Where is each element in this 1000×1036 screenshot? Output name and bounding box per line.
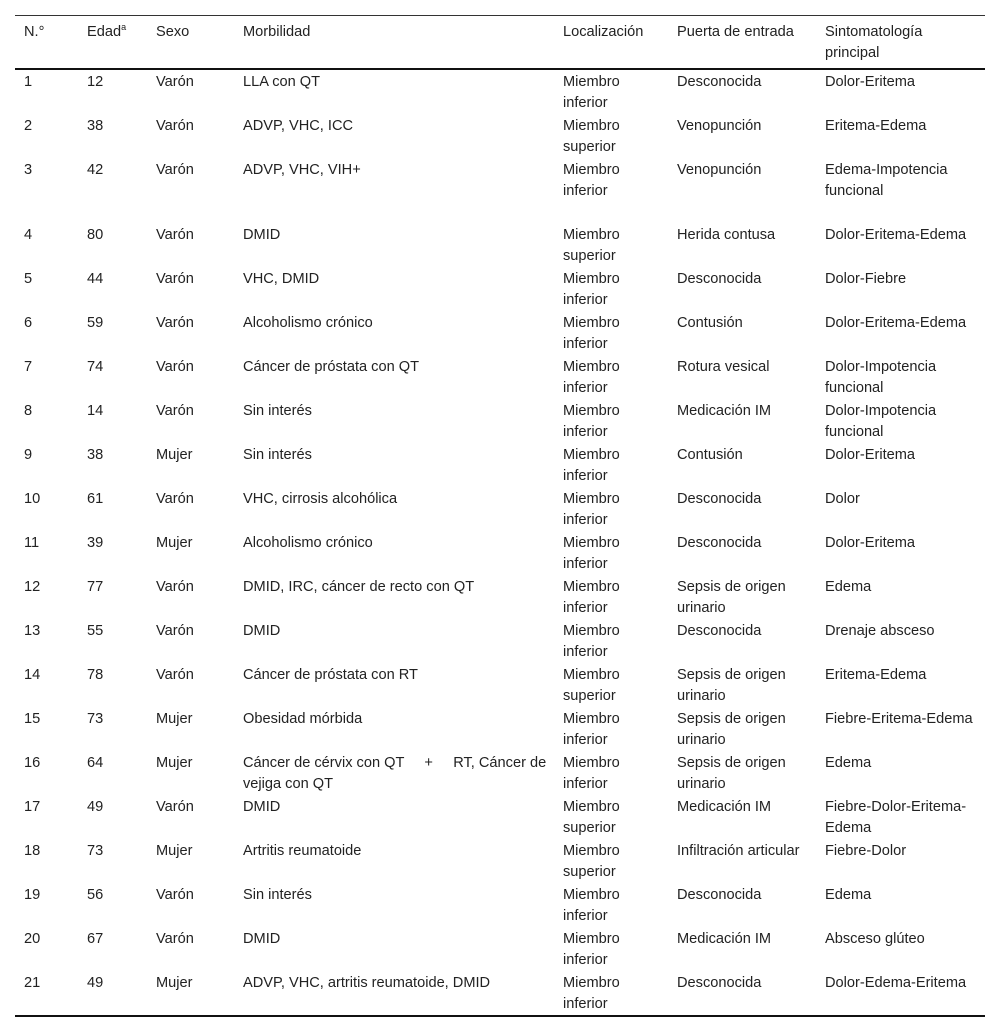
- cell-puerta: Contusión: [677, 315, 743, 331]
- footnote-marker: a: [121, 22, 127, 33]
- cell-localizacion: Miembro inferior: [563, 271, 620, 308]
- cell-sexo: Mujer: [156, 843, 193, 859]
- table-row: [15, 575, 985, 619]
- cell-localizacion: Miembro inferior: [563, 74, 620, 111]
- cell-morbilidad: Alcoholismo crónico: [243, 315, 373, 331]
- cell-localizacion: Miembro inferior: [563, 931, 620, 968]
- cell-morbilidad: Alcoholismo crónico: [243, 535, 373, 551]
- cell-sexo: Varón: [156, 315, 194, 331]
- table-row: [15, 69, 985, 114]
- cell-localizacion: Miembro inferior: [563, 975, 620, 1012]
- cell-puerta: Medicación IM: [677, 403, 772, 419]
- cell-puerta: Desconocida: [677, 623, 762, 639]
- cell-sexo: Varón: [156, 931, 194, 947]
- header-morbilidad: Morbilidad: [243, 24, 311, 40]
- table-row: [15, 751, 985, 795]
- cell-localizacion: Miembro superior: [563, 843, 620, 880]
- cell-morbilidad: Obesidad mórbida: [243, 711, 363, 727]
- cell-localizacion: Miembro inferior: [563, 887, 620, 924]
- cell-puerta: Desconocida: [677, 887, 762, 903]
- cell-localizacion: Miembro inferior: [563, 535, 620, 572]
- cell-puerta: Venopunción: [677, 118, 762, 134]
- cell-sexo: Mujer: [156, 447, 193, 463]
- cell-num: 11: [24, 535, 40, 551]
- cell-morbilidad: DMID: [243, 799, 281, 815]
- cell-num: 16: [24, 755, 41, 771]
- cell-morbilidad: VHC, cirrosis alcohólica: [243, 491, 398, 507]
- table-row: [15, 663, 985, 707]
- header-localizacion: Localización: [563, 24, 644, 40]
- cell-num: 7: [24, 359, 33, 375]
- cell-morbilidad: ADVP, VHC, VIH+: [243, 162, 361, 178]
- cell-localizacion: Miembro superior: [563, 667, 620, 704]
- cell-morbilidad: LLA con QT: [243, 74, 321, 90]
- header-num: N.°: [24, 24, 45, 40]
- table-container: [15, 15, 985, 1017]
- header-edad-label: Edad: [87, 24, 122, 40]
- cell-sexo: Mujer: [156, 755, 193, 771]
- cell-sintomatologia: Dolor-Eritema-Edema: [825, 315, 967, 331]
- cell-edad: 78: [87, 667, 104, 683]
- table-body: [15, 69, 985, 1016]
- cell-sexo: Varón: [156, 887, 194, 903]
- cell-morbilidad: ADVP, VHC, artritis reumatoide, DMID: [243, 975, 491, 991]
- cell-localizacion: Miembro inferior: [563, 491, 620, 528]
- cell-puerta: Desconocida: [677, 975, 762, 991]
- cell-sintomatologia: Edema: [825, 887, 872, 903]
- table-row: [15, 114, 985, 158]
- cell-edad: 12: [87, 74, 104, 90]
- cell-localizacion: Miembro inferior: [563, 447, 620, 484]
- cell-sexo: Mujer: [156, 535, 193, 551]
- cell-sexo: Varón: [156, 227, 194, 243]
- cell-sintomatologia: Dolor-Eritema: [825, 447, 916, 463]
- cell-sintomatologia: Drenaje absceso: [825, 623, 935, 639]
- cell-edad: 74: [87, 359, 104, 375]
- cell-edad: 77: [87, 579, 104, 595]
- cell-sexo: Varón: [156, 579, 194, 595]
- cell-sintomatologia: Dolor-Eritema: [825, 535, 916, 551]
- cell-puerta: Desconocida: [677, 74, 762, 90]
- cell-localizacion: Miembro inferior: [563, 403, 620, 440]
- cell-sexo: Varón: [156, 118, 194, 134]
- cell-edad: 73: [87, 843, 104, 859]
- cell-num: 5: [24, 271, 33, 287]
- cell-sintomatologia: Fiebre-Dolor: [825, 843, 907, 859]
- cell-sexo: Varón: [156, 359, 194, 375]
- cell-puerta: Desconocida: [677, 535, 762, 551]
- cell-morbilidad: Sin interés: [243, 887, 312, 903]
- cell-sintomatologia: Edema: [825, 579, 872, 595]
- cell-morbilidad: DMID: [243, 931, 281, 947]
- table-row: [15, 927, 985, 971]
- cell-edad: 44: [87, 271, 104, 287]
- cell-puerta: Desconocida: [677, 271, 762, 287]
- cell-morbilidad: Cáncer de próstata con RT: [243, 667, 418, 683]
- table-row: [15, 355, 985, 399]
- cell-sintomatologia: Dolor-Edema-Eritema: [825, 975, 967, 991]
- cell-sintomatologia: Edema-Impotencia funcional: [825, 162, 948, 199]
- cell-num: 21: [24, 975, 41, 991]
- table-row: [15, 839, 985, 883]
- cell-num: 17: [24, 799, 41, 815]
- cell-edad: 55: [87, 623, 104, 639]
- cell-sintomatologia: Edema: [825, 755, 872, 771]
- table-row: [15, 619, 985, 663]
- cell-edad: 73: [87, 711, 104, 727]
- patients-table: [15, 15, 985, 1017]
- header-edad: [78, 16, 147, 70]
- table-row: [15, 531, 985, 575]
- cell-num: 4: [24, 227, 33, 243]
- cell-puerta: Sepsis de origen urinario: [677, 667, 786, 704]
- cell-edad: 38: [87, 447, 104, 463]
- cell-sexo: Varón: [156, 623, 194, 639]
- cell-puerta: Sepsis de origen urinario: [677, 755, 786, 792]
- cell-edad: 61: [87, 491, 104, 507]
- cell-morbilidad: VHC, DMID: [243, 271, 320, 287]
- cell-sintomatologia: Dolor-Fiebre: [825, 271, 907, 287]
- cell-num: 6: [24, 315, 33, 331]
- cell-puerta: Infiltración articular: [677, 843, 800, 859]
- cell-sexo: Varón: [156, 403, 194, 419]
- cell-sintomatologia: Dolor-Impotencia funcional: [825, 359, 937, 396]
- cell-sexo: Mujer: [156, 711, 193, 727]
- cell-edad: 59: [87, 315, 104, 331]
- cell-localizacion: Miembro inferior: [563, 579, 620, 616]
- cell-morbilidad: Cáncer de cérvix con QT + RT, Cáncer de vejiga con QT: [243, 755, 551, 792]
- cell-morbilidad: DMID, IRC, cáncer de recto con QT: [243, 579, 475, 595]
- cell-localizacion: Miembro inferior: [563, 315, 620, 352]
- cell-num: 9: [24, 447, 33, 463]
- table-row: [15, 487, 985, 531]
- cell-sintomatologia: Dolor-Eritema: [825, 74, 916, 90]
- table-row: [15, 267, 985, 311]
- cell-puerta: Sepsis de origen urinario: [677, 579, 786, 616]
- cell-morbilidad: Artritis reumatoide: [243, 843, 362, 859]
- cell-puerta: Medicación IM: [677, 799, 772, 815]
- cell-edad: 38: [87, 118, 104, 134]
- table-row: [15, 399, 985, 443]
- cell-localizacion: Miembro inferior: [563, 623, 620, 660]
- header-sexo: Sexo: [156, 24, 190, 40]
- header-puerta: Puerta de entrada: [677, 24, 794, 40]
- cell-num: 18: [24, 843, 41, 859]
- cell-morbilidad: Cáncer de próstata con QT: [243, 359, 420, 375]
- table-row: [15, 883, 985, 927]
- cell-puerta: Desconocida: [677, 491, 762, 507]
- cell-edad: 67: [87, 931, 104, 947]
- cell-sintomatologia: Dolor-Eritema-Edema: [825, 227, 967, 243]
- table-row: [15, 158, 985, 223]
- table-row: [15, 223, 985, 267]
- cell-num: 19: [24, 887, 41, 903]
- cell-sintomatologia: Absceso glúteo: [825, 931, 925, 947]
- cell-num: 13: [24, 623, 41, 639]
- cell-num: 15: [24, 711, 41, 727]
- cell-edad: 14: [87, 403, 104, 419]
- cell-edad: 64: [87, 755, 104, 771]
- cell-edad: 39: [87, 535, 104, 551]
- cell-sintomatologia: Fiebre-Eritema-Edema: [825, 711, 973, 727]
- cell-localizacion: Miembro inferior: [563, 162, 620, 199]
- cell-morbilidad: DMID: [243, 623, 281, 639]
- cell-edad: 42: [87, 162, 104, 178]
- cell-morbilidad: DMID: [243, 227, 281, 243]
- cell-num: 14: [24, 667, 41, 683]
- table-row: [15, 795, 985, 839]
- cell-sexo: Varón: [156, 491, 194, 507]
- cell-puerta: Sepsis de origen urinario: [677, 711, 786, 748]
- header-sintomatologia: Sintomatología principal: [825, 24, 923, 61]
- cell-sintomatologia: Fiebre-Dolor-Eritema-Edema: [825, 799, 967, 836]
- cell-puerta: Venopunción: [677, 162, 762, 178]
- cell-num: 20: [24, 931, 41, 947]
- cell-num: 8: [24, 403, 33, 419]
- cell-localizacion: Miembro inferior: [563, 755, 620, 792]
- cell-num: 2: [24, 118, 33, 134]
- cell-morbilidad: Sin interés: [243, 447, 312, 463]
- cell-num: 10: [24, 491, 41, 507]
- cell-sintomatologia: Dolor: [825, 491, 860, 507]
- cell-puerta: Contusión: [677, 447, 743, 463]
- cell-edad: 80: [87, 227, 104, 243]
- cell-localizacion: Miembro inferior: [563, 711, 620, 748]
- cell-sexo: Mujer: [156, 975, 193, 991]
- cell-sexo: Varón: [156, 74, 194, 90]
- cell-localizacion: Miembro superior: [563, 799, 620, 836]
- cell-morbilidad: Sin interés: [243, 403, 312, 419]
- table-row: [15, 311, 985, 355]
- cell-localizacion: Miembro superior: [563, 227, 620, 264]
- cell-num: 12: [24, 579, 41, 595]
- header-row: [15, 16, 985, 70]
- table-row: [15, 443, 985, 487]
- cell-num: 3: [24, 162, 33, 178]
- table-row: [15, 971, 985, 1016]
- cell-sexo: Varón: [156, 799, 194, 815]
- cell-sexo: Varón: [156, 271, 194, 287]
- cell-puerta: Herida contusa: [677, 227, 776, 243]
- cell-sintomatologia: Dolor-Impotencia funcional: [825, 403, 937, 440]
- cell-num: 1: [24, 74, 33, 90]
- cell-sexo: Varón: [156, 162, 194, 178]
- table-row: [15, 707, 985, 751]
- table-header: [15, 16, 985, 70]
- cell-edad: 49: [87, 799, 104, 815]
- cell-sexo: Varón: [156, 667, 194, 683]
- cell-morbilidad: ADVP, VHC, ICC: [243, 118, 354, 134]
- cell-puerta: Rotura vesical: [677, 359, 770, 375]
- cell-sintomatologia: Eritema-Edema: [825, 118, 927, 134]
- cell-puerta: Medicación IM: [677, 931, 772, 947]
- cell-edad: 49: [87, 975, 104, 991]
- cell-localizacion: Miembro superior: [563, 118, 620, 155]
- cell-edad: 56: [87, 887, 104, 903]
- cell-sintomatologia: Eritema-Edema: [825, 667, 927, 683]
- cell-localizacion: Miembro inferior: [563, 359, 620, 396]
